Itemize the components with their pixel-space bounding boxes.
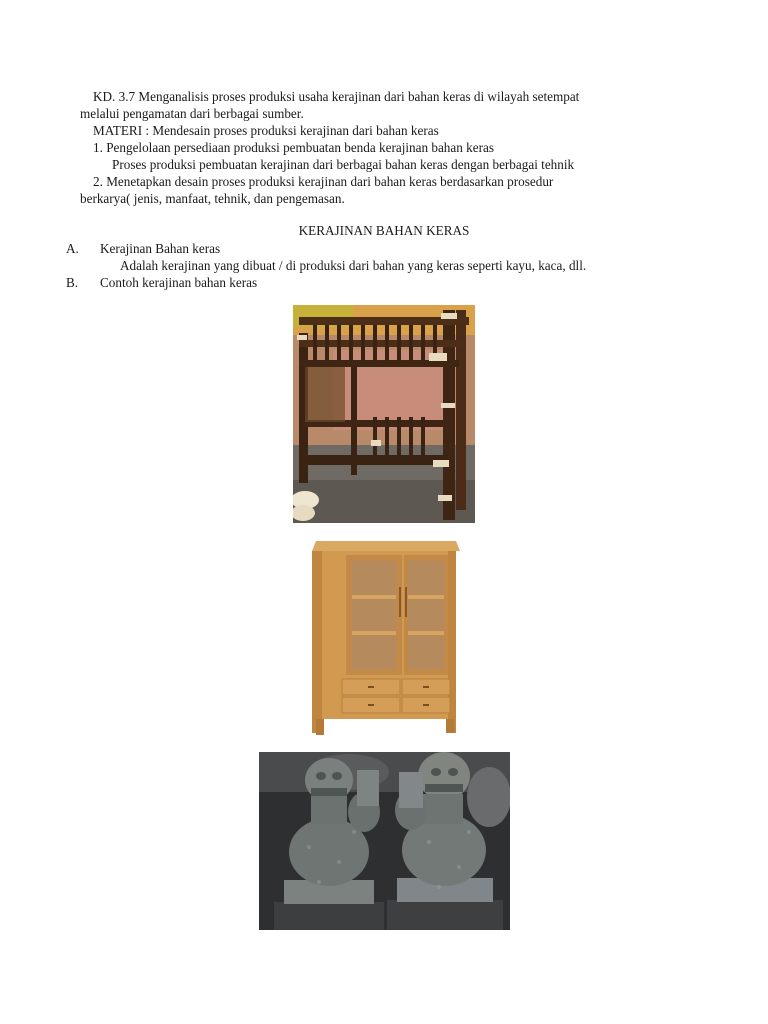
kd-line-1: KD. 3.7 Menganalisis proses produksi usaha kerajinan dari bahan keras di wilayah setempat <box>93 89 580 104</box>
section-b-heading: Contoh kerajinan bahan keras <box>100 275 258 290</box>
kd-line-2: melalui pengamatan dari berbagai sumber. <box>80 106 304 121</box>
item-1: 1. Pengelolaan persediaan produksi pembuatan benda kerajinan bahan keras <box>93 140 494 155</box>
stone-statues-image <box>259 752 510 930</box>
item-2-line-1: 2. Menetapkan desain proses produksi kerajinan dari bahan keras berdasarkan prosedur <box>93 174 554 189</box>
section-a-body: Adalah kerajinan yang dibuat / di produksi dari bahan yang keras seperti kayu, kaca, dll. <box>120 258 587 273</box>
item-1-sub: Proses produksi pembuatan kerajinan dari berbagai bahan keras dengan berbagai tehnik <box>112 157 575 172</box>
section-a-heading: Kerajinan Bahan keras <box>100 241 221 256</box>
wooden-cabinet-image <box>280 537 460 737</box>
bamboo-bunk-bed-image <box>293 305 475 523</box>
page-title: KERAJINAN BAHAN KERAS <box>298 223 470 238</box>
section-b-marker: B. <box>66 275 79 290</box>
section-a-marker: A. <box>66 241 79 256</box>
item-2-line-2: berkarya( jenis, manfaat, tehnik, dan pengemasan. <box>80 191 345 206</box>
materi-line: MATERI : Mendesain proses produksi kerajinan dari bahan keras <box>93 123 439 138</box>
